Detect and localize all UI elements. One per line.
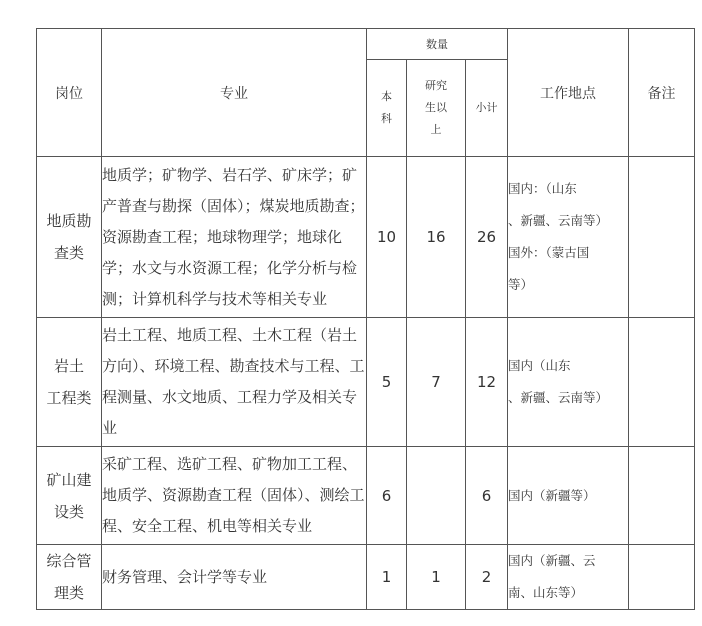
subtotal-count: 12 xyxy=(466,318,508,447)
note-cell xyxy=(629,447,695,545)
table-row xyxy=(37,447,695,545)
header-position: 岗位 xyxy=(37,29,102,157)
category-cell: 岩土 工程类 xyxy=(37,318,102,447)
major-cell: 地质学；矿物学、岩石学、矿床学；矿产普查与勘探（固体）；煤炭地质勘查；资源勘查工程；地球物理学；地球化学；水文与水资源工程；化学分析与检测；计算机科学与技术等相关专业 xyxy=(102,157,367,318)
note-cell xyxy=(629,318,695,447)
header-count: 数量 xyxy=(367,29,508,60)
subtotal-count: 26 xyxy=(466,157,508,318)
table-row xyxy=(37,545,695,610)
table-row xyxy=(37,157,695,318)
category-cell: 地质勘 查类 xyxy=(37,157,102,318)
bachelor-count: 5 xyxy=(367,318,407,447)
location-cell: 国内：（山东 、新疆、云南等） 国外：（蒙古国 等） xyxy=(508,157,629,318)
table-row xyxy=(37,318,695,447)
category-cell: 矿山建 设类 xyxy=(37,447,102,545)
header-major: 专业 xyxy=(102,29,367,157)
graduate-count: 1 xyxy=(407,545,466,610)
major-cell: 财务管理、会计学等专业 xyxy=(102,545,367,610)
graduate-count xyxy=(407,447,466,545)
header-bachelor: 本 科 xyxy=(367,60,407,157)
subtotal-count: 2 xyxy=(466,545,508,610)
graduate-count: 7 xyxy=(407,318,466,447)
bachelor-count: 1 xyxy=(367,545,407,610)
category-cell: 综合管 理类 xyxy=(37,545,102,610)
graduate-count: 16 xyxy=(407,157,466,318)
location-cell: 国内（山东 、新疆、云南等） xyxy=(508,318,629,447)
header-graduate: 研究 生以 上 xyxy=(407,60,466,157)
note-cell xyxy=(629,157,695,318)
major-cell: 采矿工程、选矿工程、矿物加工工程、地质学、资源勘查工程（固体）、测绘工程、安全工程、机电等相关专业 xyxy=(102,447,367,545)
note-cell xyxy=(629,545,695,610)
location-cell: 国内（新疆等） xyxy=(508,447,629,545)
recruitment-table xyxy=(36,28,695,610)
location-cell: 国内（新疆、云 南、山东等） xyxy=(508,545,629,610)
subtotal-count: 6 xyxy=(466,447,508,545)
bachelor-count: 10 xyxy=(367,157,407,318)
header-location: 工作地点 xyxy=(508,29,629,157)
major-cell: 岩土工程、地质工程、土木工程（岩土方向）、环境工程、勘查技术与工程、工程测量、水文地质、工程力学及相关专业 xyxy=(102,318,367,447)
bachelor-count: 6 xyxy=(367,447,407,545)
header-subtotal: 小计 xyxy=(466,60,508,157)
header-note: 备注 xyxy=(629,29,695,157)
